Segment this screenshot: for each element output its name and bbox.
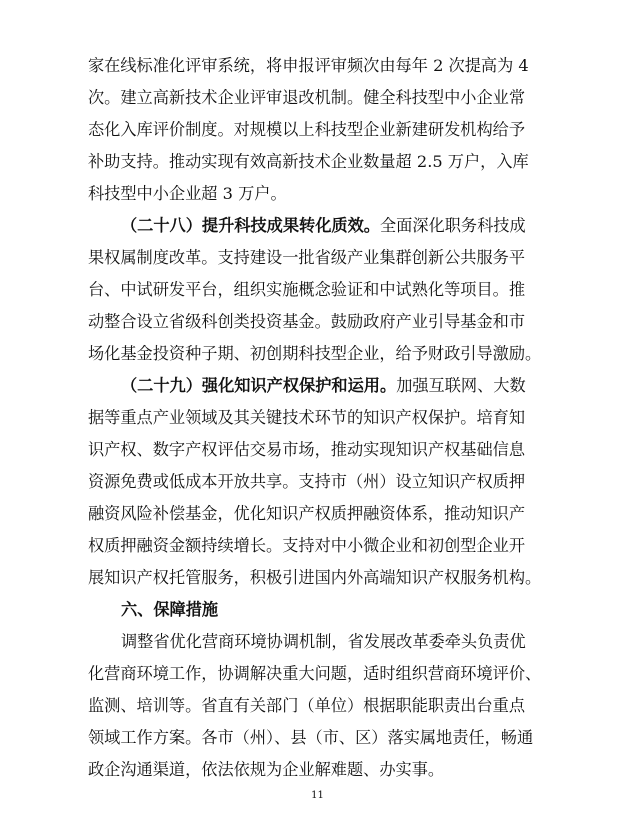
paragraph-line: 融资风险补偿基金，优化知识产权质押融资体系，推动知识产: [88, 504, 526, 523]
item-text: 全面深化职务科技成: [380, 216, 526, 235]
paragraph-first-line: [121, 370, 563, 402]
paragraph-line: 资源免费或低成本开放共享。支持市（州）设立知识产权质押: [88, 472, 526, 491]
paragraph-line: 领域工作方案。各市（州）、县（市、区）落实属地责任，畅通: [88, 728, 534, 747]
paragraph-line: 展知识产权托管服务，积极引进国内外高端知识产权服务机构。: [88, 568, 542, 587]
paragraph-line: 政企沟通渠道，依法依规为企业解难题、办实事。: [88, 760, 445, 779]
paragraph-line: 果权属制度改革。支持建设一批省级产业集群创新公共服务平: [88, 248, 526, 267]
paragraph-line: 权质押融资金额持续增长。支持对中小微企业和初创型企业开: [88, 536, 526, 555]
paragraph-line: 态化入库评价制度。对规模以上科技型企业新建研发机构给予: [88, 120, 526, 139]
paragraph-line: 补助支持。推动实现有效高新技术企业数量超 2.5 万户，入库: [88, 152, 529, 171]
paragraph-line: 监测、培训等。省直有关部门（单位）根据职能职责出台重点: [88, 696, 526, 715]
paragraph-first-line: [121, 210, 563, 242]
item-title: （二十八）提升科技成果转化质效。: [121, 216, 380, 235]
item-title: （二十九）强化知识产权保护和运用。: [121, 376, 397, 395]
paragraph-line: 化营商环境工作，协调解决重大问题，适时组织营商环境评价、: [88, 664, 542, 683]
paragraph-line: 识产权、数字产权评估交易市场，推动实现知识产权基础信息: [88, 440, 526, 459]
paragraph-line: 家在线标准化评审系统，将申报评审频次由每年 2 次提高为 4: [88, 56, 529, 75]
paragraph-line: 科技型中小企业超 3 万户。: [88, 184, 287, 203]
paragraph-line: 次。建立高新技术企业评审退改机制。健全科技型中小企业常: [88, 88, 526, 107]
paragraph-line: 调整省优化营商环境协调机制，省发展改革委牵头负责优: [121, 632, 526, 651]
paragraph-line: 场化基金投资种子期、初创期科技型企业，给予财政引导激励。: [88, 344, 542, 363]
page-number: 11: [311, 790, 324, 801]
paragraph-line: 台、中试研发平台，组织实施概念验证和中试熟化等项目。推: [88, 280, 526, 299]
section-heading: 六、保障措施: [121, 600, 219, 619]
paragraph-line: 动整合设立省级科创类投资基金。鼓励政府产业引导基金和市: [88, 312, 526, 331]
item-text: 加强互联网、大数: [396, 376, 526, 395]
paragraph-line: 据等重点产业领域及其关键技术环节的知识产权保护。培育知: [88, 408, 526, 427]
